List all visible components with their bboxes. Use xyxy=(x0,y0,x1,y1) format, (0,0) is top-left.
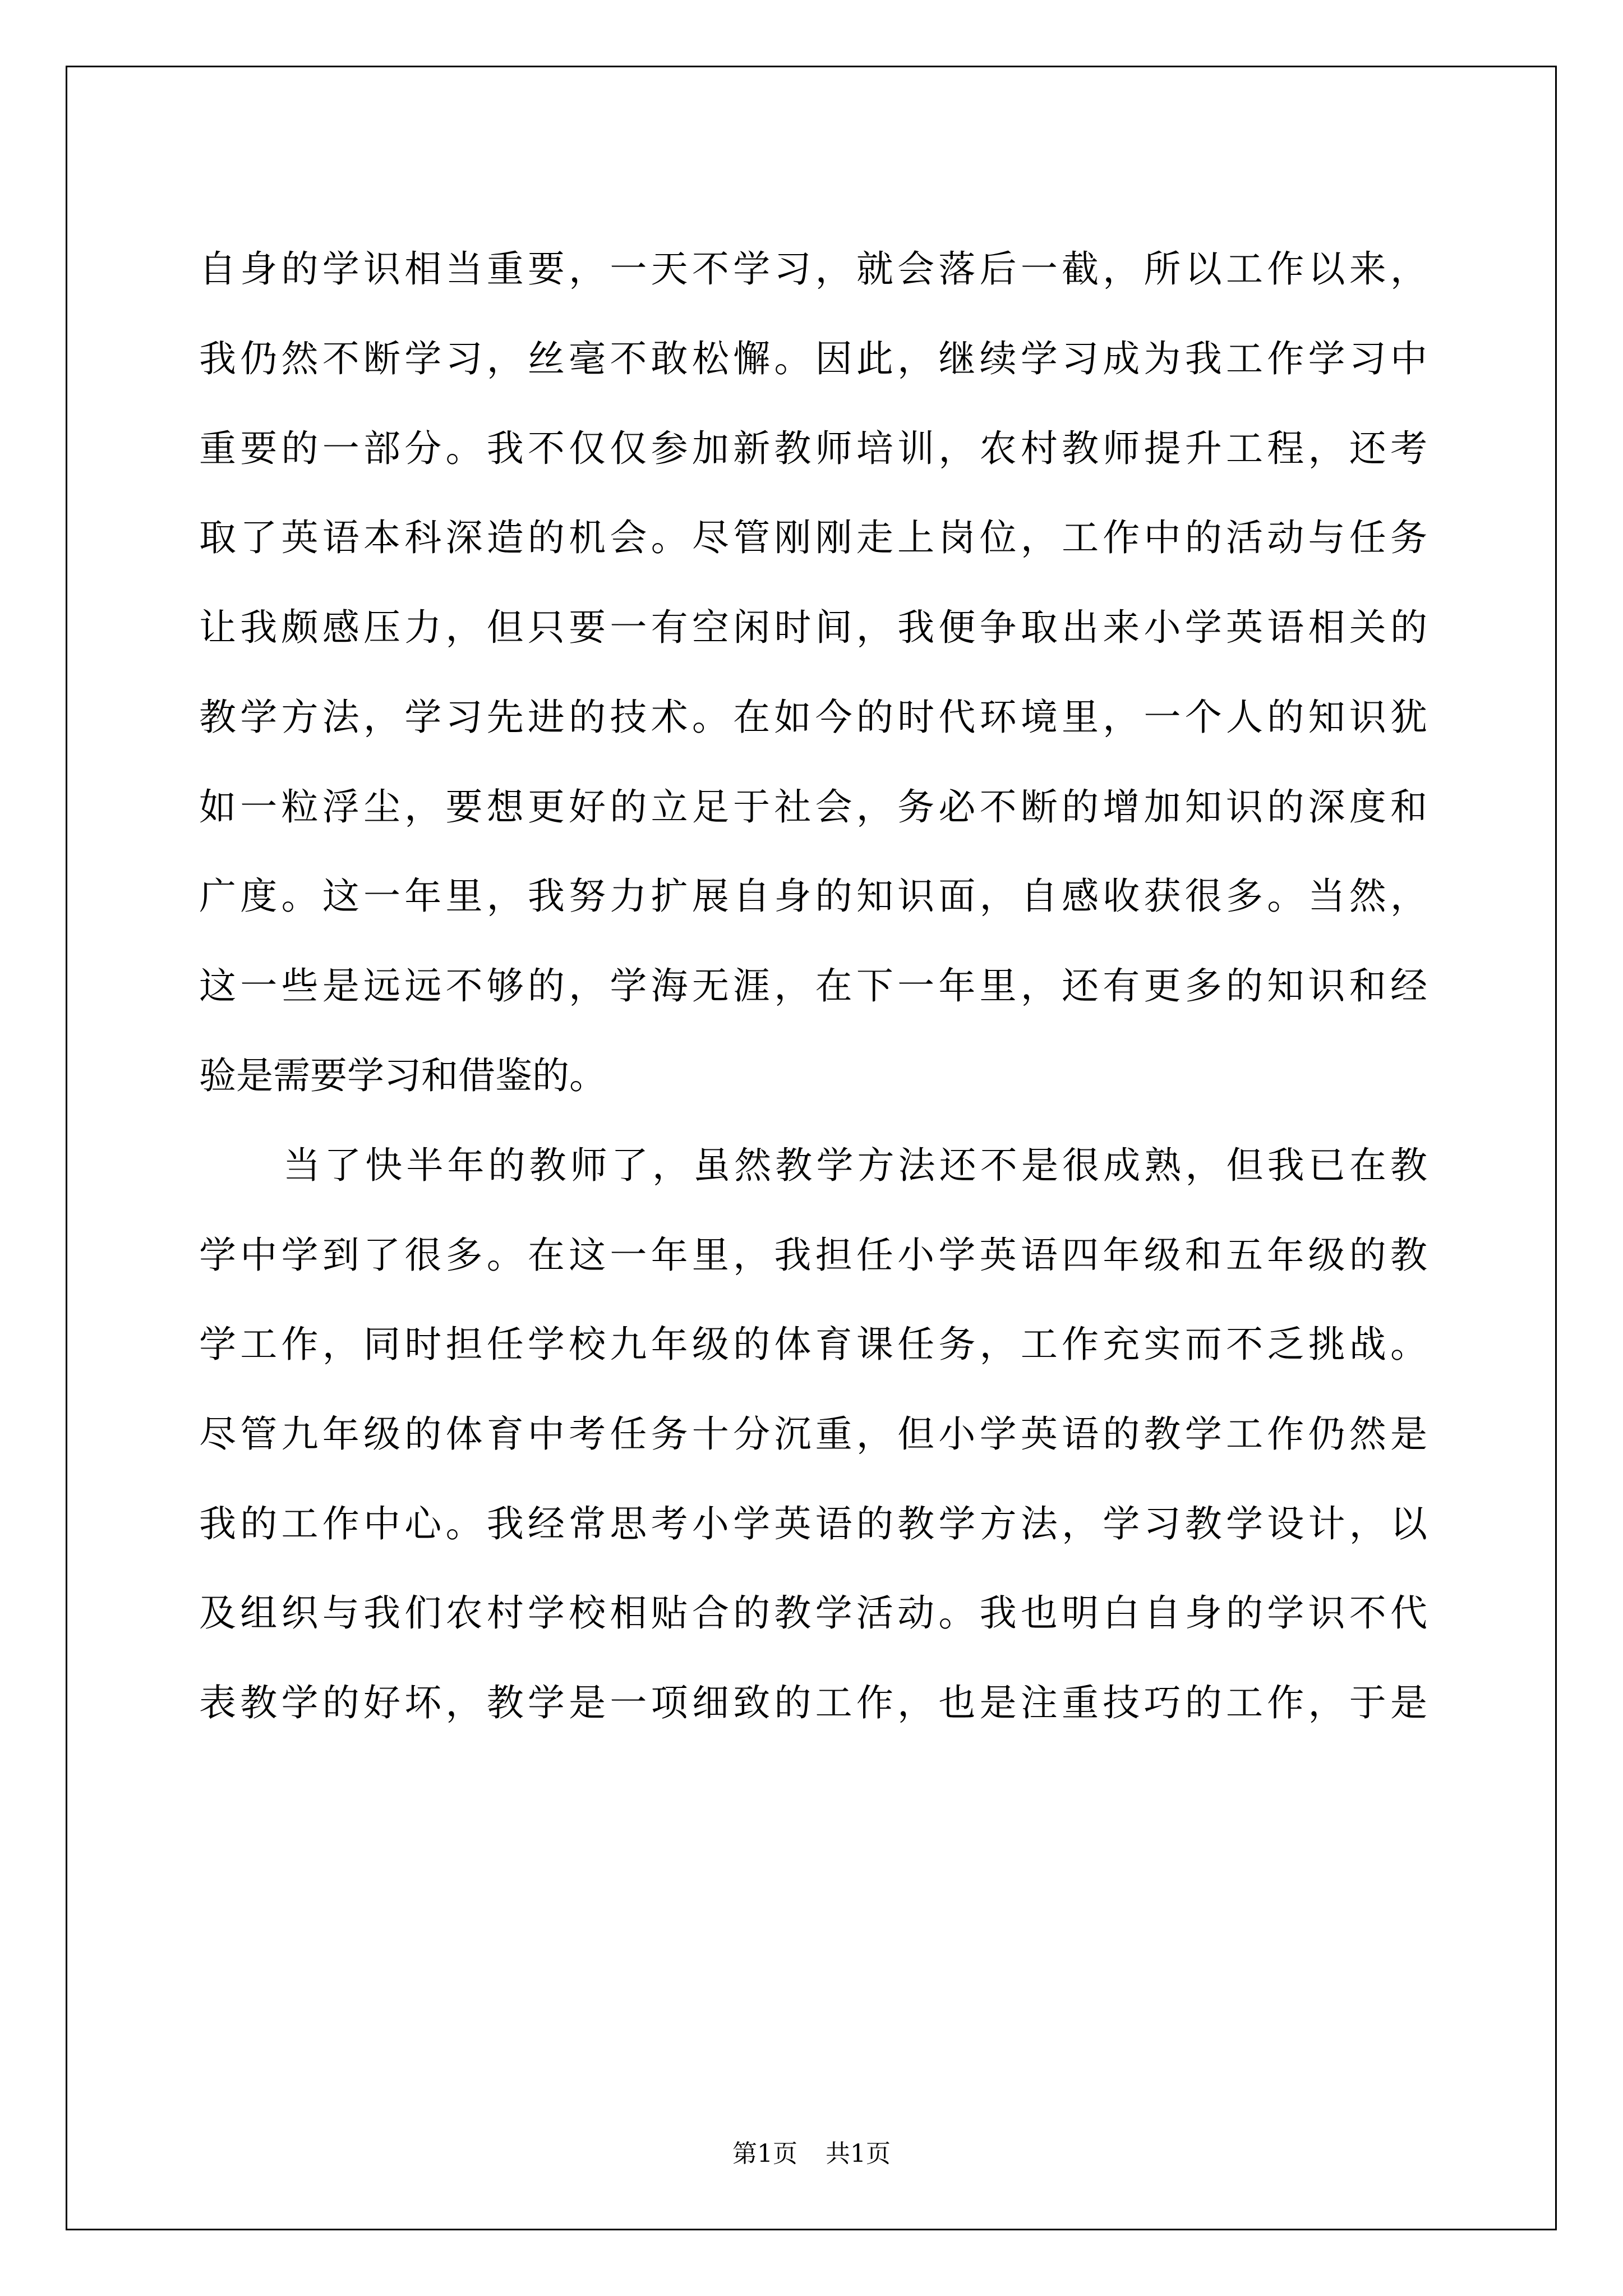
paragraph-line: 当了快半年的教师了，虽然教学方法还不是很成熟，但我已在教 xyxy=(283,1144,1427,1187)
page-total: 共1页 xyxy=(826,2139,891,2168)
paragraph-line: 我仍然不断学习，丝毫不敢松懈。因此，继续学习成为我工作学习中 xyxy=(199,337,1427,380)
paragraph-line: 教学方法，学习先进的技术。在如今的时代环境里，一个人的知识犹 xyxy=(199,696,1427,739)
paragraph-line: 重要的一部分。我不仅仅参加新教师培训，农村教师提升工程，还考 xyxy=(199,427,1427,470)
paragraph-line: 尽管九年级的体育中考任务十分沉重，但小学英语的教学工作仍然是 xyxy=(199,1412,1427,1456)
paragraph-line: 如一粒浮尘，要想更好的立足于社会，务必不断的增加知识的深度和 xyxy=(199,785,1427,829)
paragraph-line: 取了英语本科深造的机会。尽管刚刚走上岗位，工作中的活动与任务 xyxy=(199,516,1427,559)
paragraph-line: 学工作，同时担任学校九年级的体育课任务，工作充实而不乏挑战。 xyxy=(199,1323,1427,1366)
paragraph-line: 这一些是远远不够的，学海无涯，在下一年里，还有更多的知识和经 xyxy=(199,964,1427,1007)
paragraph-line: 学中学到了很多。在这一年里，我担任小学英语四年级和五年级的教 xyxy=(199,1234,1427,1277)
paragraph-line: 让我颇感压力，但只要一有空闲时间，我便争取出来小学英语相关的 xyxy=(199,606,1427,649)
paragraph-line: 验是需要学习和借鉴的。 xyxy=(199,1054,606,1097)
page-number: 第1页 xyxy=(732,2139,797,2168)
paragraph-line: 我的工作中心。我经常思考小学英语的教学方法，学习教学设计，以 xyxy=(199,1502,1427,1545)
paragraph-line: 表教学的好坏，教学是一项细致的工作，也是注重技巧的工作，于是 xyxy=(199,1681,1427,1724)
paragraph-line: 广度。这一年里，我努力扩展自身的知识面，自感收获很多。当然， xyxy=(199,875,1427,918)
paragraph-line: 及组织与我们农村学校相贴合的教学活动。我也明白自身的学识不代 xyxy=(199,1591,1427,1635)
page-footer xyxy=(0,2137,1623,2171)
paragraph-line: 自身的学识相当重要，一天不学习，就会落后一截，所以工作以来， xyxy=(199,247,1427,291)
